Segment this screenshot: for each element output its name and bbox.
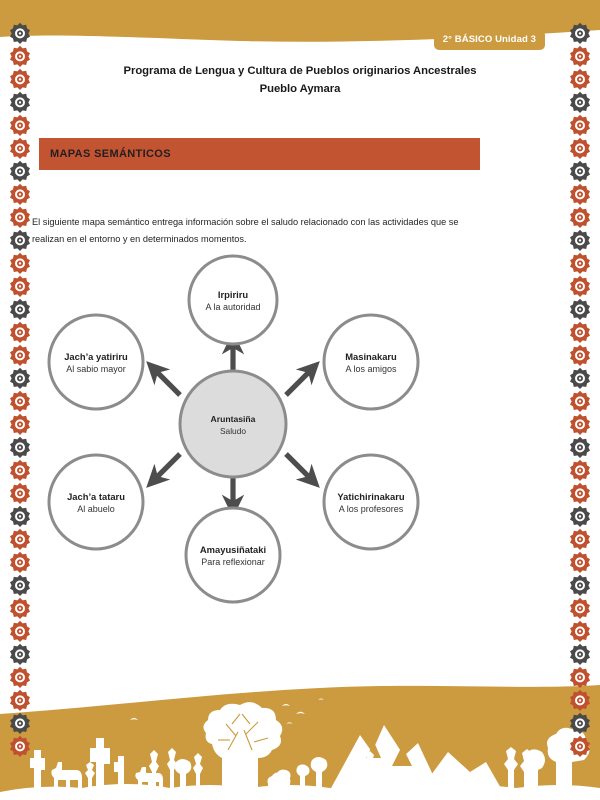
node-top-gloss: A la autoridad	[205, 302, 261, 312]
node-bottom-term: Amayusiñataki	[199, 544, 267, 555]
node-upper-left-term: Jach’a yatiriru	[64, 351, 128, 362]
node-bottom-gloss: Para reflexionar	[201, 557, 265, 567]
semantic-map-diagram	[28, 252, 493, 612]
arrow-to-upper-right	[286, 370, 311, 395]
node-upper-left-gloss: Al sabio mayor	[66, 364, 126, 374]
page-title-line-2: Pueblo Aymara	[259, 82, 341, 95]
arrow-to-lower-right	[286, 454, 311, 479]
node-center-term: Aruntasiña	[210, 414, 256, 424]
intro-paragraph: El siguiente mapa semántico entrega información sobre el saludo relacionado con las actividades que se realizan en el entorno y en determinados momentos.	[32, 217, 459, 245]
node-lower-right-gloss: A los profesores	[338, 504, 404, 514]
node-upper-right	[324, 315, 418, 409]
arrow-to-upper-left	[155, 370, 180, 395]
node-lower-right-term: Yatichirinakaru	[337, 491, 405, 502]
node-top-term: Irpiriru	[217, 289, 249, 300]
node-upper-right-gloss: A los amigos	[345, 364, 397, 374]
node-upper-right-term: Masinakaru	[345, 351, 397, 362]
node-center	[180, 371, 286, 477]
node-top	[189, 256, 277, 344]
node-bottom	[186, 508, 280, 602]
section-banner	[39, 138, 480, 170]
node-lower-right	[324, 455, 418, 549]
footer-landscape	[0, 680, 600, 800]
section-banner-title: MAPAS SEMÁNTICOS	[50, 148, 171, 160]
node-lower-left	[49, 455, 143, 549]
right-decorative-border	[567, 22, 593, 762]
node-lower-left-gloss: Al abuelo	[77, 504, 115, 514]
node-center-gloss: Saludo	[219, 426, 247, 436]
node-upper-left	[49, 315, 143, 409]
left-decorative-border	[7, 22, 33, 762]
unit-badge: 2° BÁSICO Unidad 3	[434, 30, 545, 50]
arrow-to-lower-left	[155, 454, 180, 479]
page-title-line-1: Programa de Lengua y Cultura de Pueblos originarios Ancestrales	[123, 65, 477, 77]
node-lower-left-term: Jach’a tataru	[67, 491, 125, 502]
